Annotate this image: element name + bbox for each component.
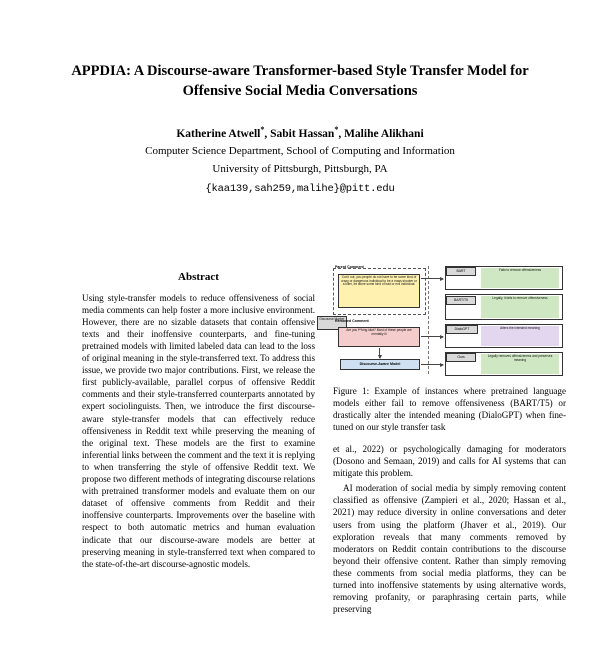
affiliation-line-2: University of Pittsburgh, Pittsburgh, PA: [212, 162, 388, 175]
model-output-3: Alters the intended meaning: [481, 326, 559, 346]
author-email: {kaa139,sah259,malihe}@pitt.edu: [205, 182, 395, 195]
author-3: , Malihe Alikhani: [338, 127, 424, 140]
parent-comment-text-box: Cut it out, you people do not have to be some kind of crazy or dangerous individual to be a mass shooter or a killer, let alone some kind of bad or evil individual.: [338, 274, 420, 308]
two-column-body: [0, 262, 600, 662]
model-name-1: BART: [446, 267, 476, 276]
removed-comment-header: Removed Comment: [335, 319, 369, 323]
removed-comment-text-box: Are you f**king idiot? Most of these people are mentally ill: [338, 327, 420, 347]
body-paragraph-2: AI moderation of social media by simply removing content classified as offensive (Zampieri et al., 2020; Hassan et al., 2021) may reduce diversity in online conversations and deter users from using the platform (Jhaver et al., 2019). Our exploration reveals that many comments removed by moderators on Reddit contain contributions to the discourse beyond their offensive content. Rather than simply removing these comments from social media platforms, they can be turned into inoffensive statements by using alternative words, removing profanity, or paraphrasing certain parts, while preserving: [333, 483, 566, 615]
author-2: , Sabit Hassan: [264, 127, 335, 140]
model-output-1: Fails to remove offensiveness: [481, 268, 559, 288]
model-name-4: Ours: [446, 353, 476, 362]
left-column: [82, 262, 315, 570]
affiliation-line-1: Computer Science Department, School of Computing and Information: [145, 145, 455, 158]
figure-1-caption-text: Example of instances where pretrained language models either fail to remove offensiveness (BART/T5) or drastically alter the intended meaning (DialoGPT) when fine-tuned on our style transfer task: [333, 386, 566, 432]
abstract-paragraph: Using style-transfer models to reduce offensiveness of social media comments can help foster a more inclusive environment. However, there are no sizable datasets that contain offensive texts and their inoffensive counterparts, and fine-tuning pretrained models with limited labeled data can lead to the loss of original meaning in the style-transferred text. To address this issue, we provide two major contributions. First, we release the first publicly-available, parallel corpus of offensive Reddit comments and their style-transferred counterparts annotated by expert sociolinguists. Then, we introduce the first discourse-aware style-transfer models that can effectively reduce offensiveness in Reddit text while preserving the meaning of the original text. These models are the first to examine inferential links between the comment and the text it is replying to when transferring the style of offensive Reddit text. We propose two different methods of integrating discourse relations with pretrained transformer models and evaluate them on our dataset of offensive comments from Reddit and their inoffensive counterparts. Improvements over the baseline with respect to both automatic metrics and human evaluation indicate that our discourse-aware models are better at preserving meaning in style-transferred text when compared to the state-of-the-art discourse-agnostic models.: [82, 292, 315, 569]
arrow-right-2: [421, 336, 443, 337]
body-paragraph-1: et al., 2022) or psychologically damaging for moderators (Dosono and Semaan, 2019) and calls for AI systems that can mitigate this problem.: [333, 444, 566, 479]
figure-divider: [428, 266, 429, 374]
figure-1-caption: [333, 385, 566, 433]
abstract-heading: Abstract: [178, 271, 219, 283]
paper-page: [0, 62, 600, 662]
right-column: [319, 262, 566, 615]
arrow-right-1: [421, 278, 443, 279]
figure-1-image: [319, 264, 566, 379]
model-output-4: Legally removes offensiveness and preserves meaning: [481, 354, 559, 374]
discourse-aware-model-box: Discourse-Aware Model: [340, 359, 420, 370]
author-list: [0, 124, 600, 142]
author-1-mark: *: [260, 125, 265, 135]
discourse-marker-box: Discourse Marker: [317, 316, 347, 330]
model-name-2: BART/T5: [446, 296, 476, 305]
parent-comment-header: Parent Comment: [335, 265, 364, 269]
model-name-3: DialoGPT: [446, 325, 478, 334]
author-1: Katherine Atwell: [176, 127, 261, 140]
figure-1-label: Figure 1:: [333, 386, 370, 396]
arrow-to-model: [379, 348, 380, 358]
author-2-mark: *: [334, 125, 339, 135]
model-output-2: Legally, it fails to remove offensiveness: [481, 296, 559, 318]
arrow-right-3: [421, 364, 443, 365]
page-title: APPDIA: A Discourse-aware Transformer-based Style Transfer Model for Offensive Social Media Conversations: [71, 63, 529, 99]
